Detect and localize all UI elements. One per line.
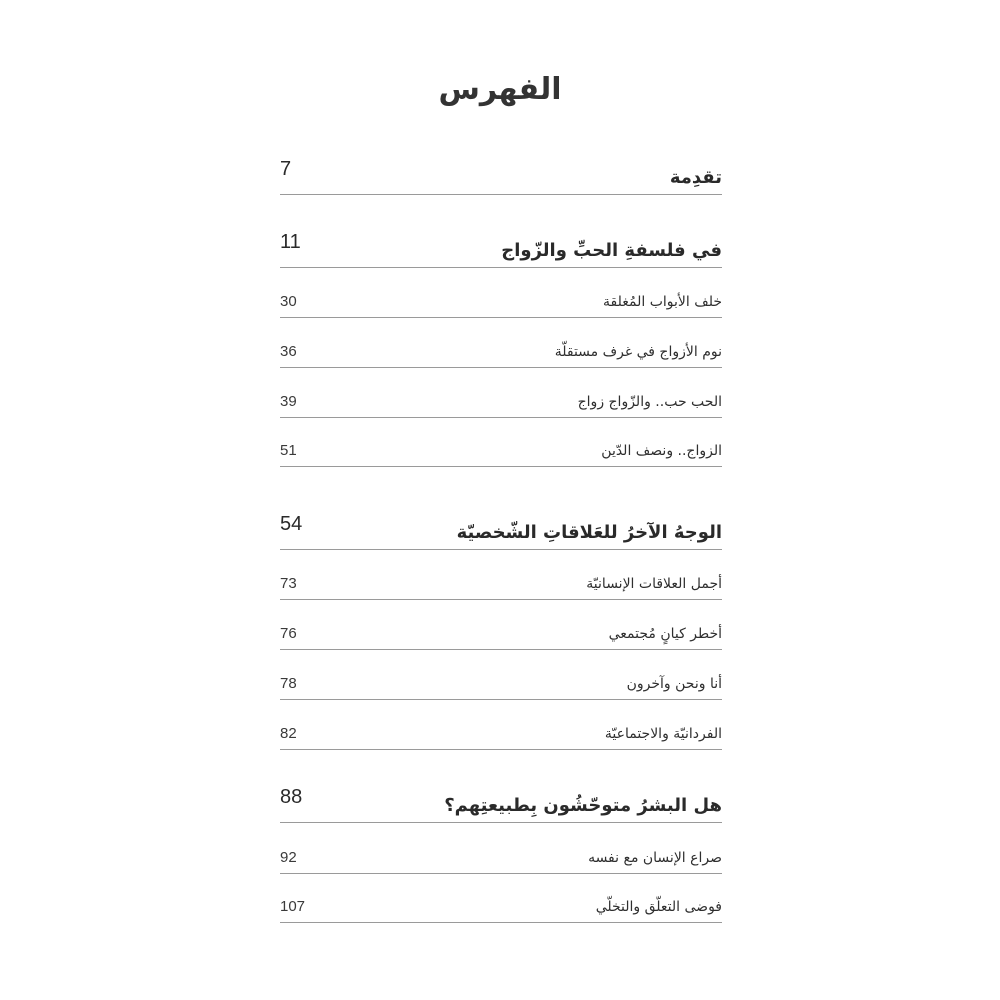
item-title: صراع الإنسان مع نفسه	[588, 849, 722, 866]
page-number: 88	[280, 786, 303, 808]
page-number: 51	[280, 441, 297, 459]
item-title: الفردانيّة والاجتماعيّة	[604, 725, 722, 742]
page-number: 11	[280, 231, 301, 253]
toc-item	[280, 336, 722, 368]
page-number: 107	[280, 897, 306, 915]
toc-item	[280, 386, 722, 418]
toc-section	[280, 786, 722, 823]
toc-section	[280, 158, 722, 195]
section-title: في فلسفةِ الحبِّ والزّواج	[501, 240, 722, 261]
toc-item	[280, 668, 722, 700]
item-title: الحب حب.. والزّواج زواج	[577, 393, 722, 410]
toc-item	[280, 891, 722, 923]
page-number: 54	[280, 513, 303, 535]
toc-item	[280, 568, 722, 600]
toc-item	[280, 842, 722, 874]
page-number: 73	[280, 574, 297, 592]
toc-section	[280, 513, 722, 550]
toc-item	[280, 286, 722, 318]
item-title: أخطر كيانٍ مُجتمعي	[608, 625, 722, 642]
section-title: الوجهُ الآخرُ للعَلاقاتِ الشّخصيّة	[456, 522, 722, 543]
item-title: أنا ونحن وآخرون	[626, 675, 722, 692]
section-title: تقدِمة	[669, 167, 722, 188]
page-number: 78	[280, 674, 297, 692]
toc-item	[280, 618, 722, 650]
page-number: 30	[280, 292, 297, 310]
toc-item	[280, 435, 722, 467]
page-title: الفهرس	[438, 72, 562, 107]
page-number: 36	[280, 342, 297, 360]
page-number: 82	[280, 724, 297, 742]
item-title: فوضى التعلّق والتخلّي	[595, 898, 722, 915]
item-title: نوم الأزواج في غرف مستقلّة	[554, 343, 722, 360]
item-title: أجمل العلاقات الإنسانيّة	[586, 575, 722, 592]
page-number: 76	[280, 624, 297, 642]
page-number: 39	[280, 392, 297, 410]
item-title: خلف الأبواب المُغلقة	[603, 293, 722, 310]
section-title: هل البشرُ متوحّشُون بِطبيعتِهم؟	[444, 795, 722, 816]
toc-item	[280, 718, 722, 750]
item-title: الزواج.. ونصف الدّين	[601, 442, 722, 459]
toc-section	[280, 231, 722, 268]
page-number: 7	[280, 158, 292, 180]
page-number: 92	[280, 848, 297, 866]
